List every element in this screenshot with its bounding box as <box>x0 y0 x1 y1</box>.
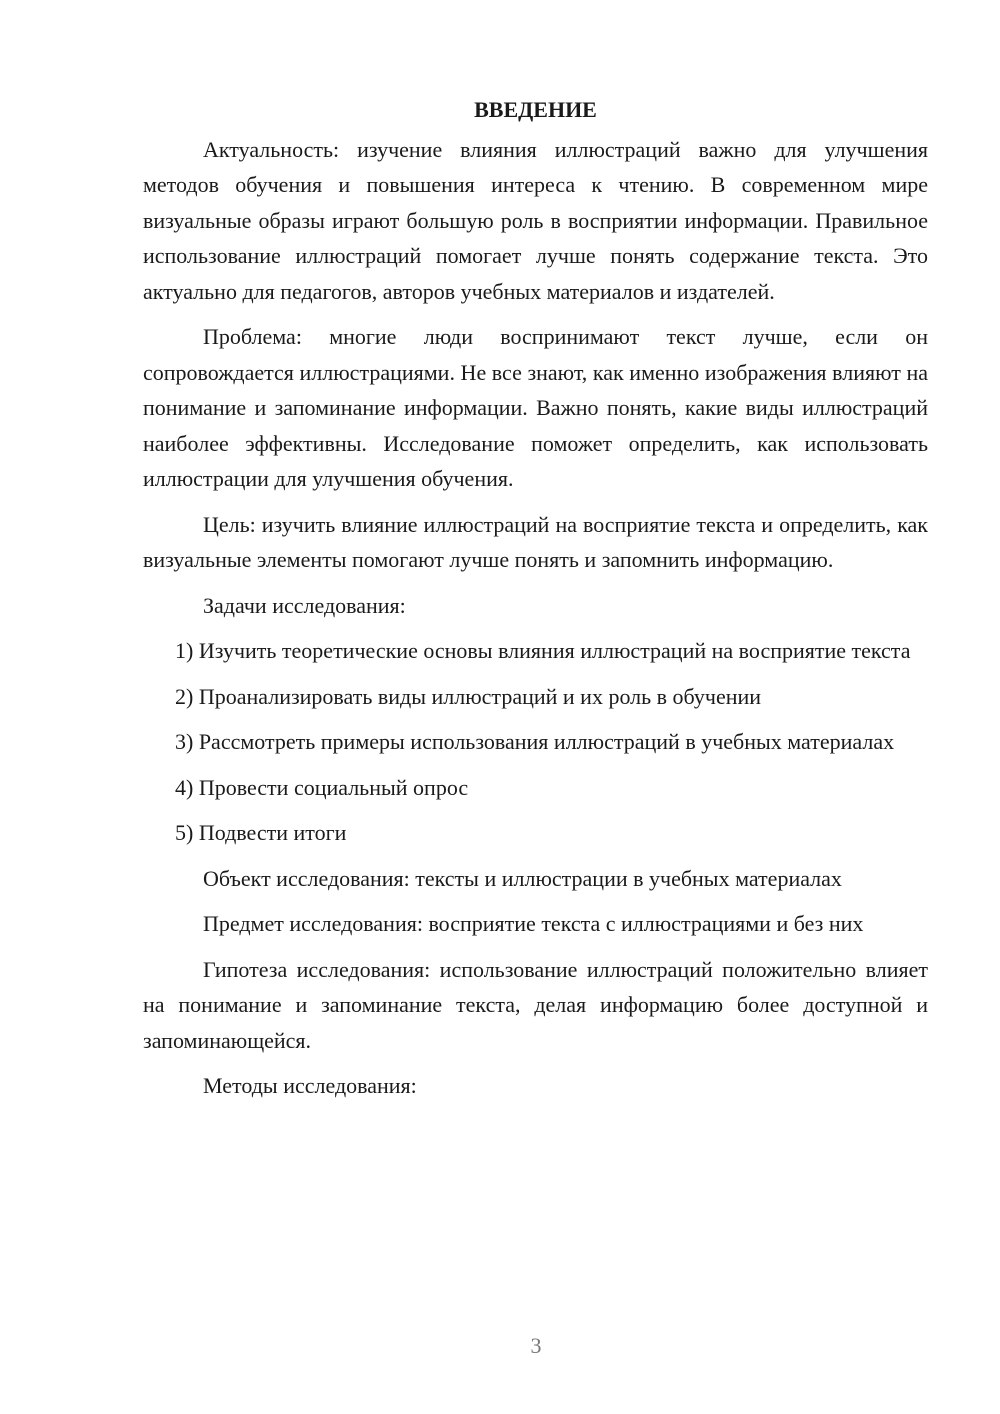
tasks-heading: Задачи исследования: <box>203 592 406 618</box>
goal-paragraph: Цель: изучить влияние иллюстраций на восприятие текста и определить, как визуальные элементы помогают лучше понять и запомнить информацию. <box>143 511 928 572</box>
page-number: 3 <box>530 1333 542 1358</box>
task-item: 1) Изучить теоретические основы влияния иллюстраций на восприятие текста <box>175 638 911 663</box>
task-item: 4) Провести социальный опрос <box>175 774 469 800</box>
task-item: 3) Рассмотреть примеры использования иллюстраций в учебных материалах <box>175 729 895 754</box>
section-title: ВВЕДЕНИЕ <box>474 97 597 122</box>
tasks-list <box>143 633 928 851</box>
task-item: 2) Проанализировать виды иллюстраций и их роль в обучении <box>175 683 762 709</box>
methods-heading: Методы исследования: <box>203 1073 417 1098</box>
subject-paragraph: Предмет исследования: восприятие текста с иллюстрациями и без них <box>203 911 864 936</box>
problem-paragraph: Проблема: многие люди воспринимают текст лучше, если он сопровождается иллюстрациями. Не все знают, как именно изображения влияют на понимание и запоминание информации. Важно понять, какие виды иллюстраций наиболее эффективны. Исследование поможет определить, как использовать иллюстрации для улучшения обучения. <box>143 324 928 491</box>
actuality-paragraph: Актуальность: изучение влияния иллюстраций важно для улучшения методов обучения и повышения интереса к чтению. В современном мире визуальные образы играют большую роль в восприятии информации. Правильное использование иллюстраций помогает лучше понять содержание текста. Это актуально для педагогов, авторов учебных материалов и издателей. <box>143 136 928 304</box>
document-page <box>143 92 928 1104</box>
hypothesis-paragraph: Гипотеза исследования: использование иллюстраций положительно влияет на понимание и запоминание текста, делая информацию более доступной и запоминающейся. <box>143 956 928 1053</box>
task-item: 5) Подвести итоги <box>175 820 347 845</box>
object-paragraph: Объект исследования: тексты и иллюстрации в учебных материалах <box>203 865 842 891</box>
